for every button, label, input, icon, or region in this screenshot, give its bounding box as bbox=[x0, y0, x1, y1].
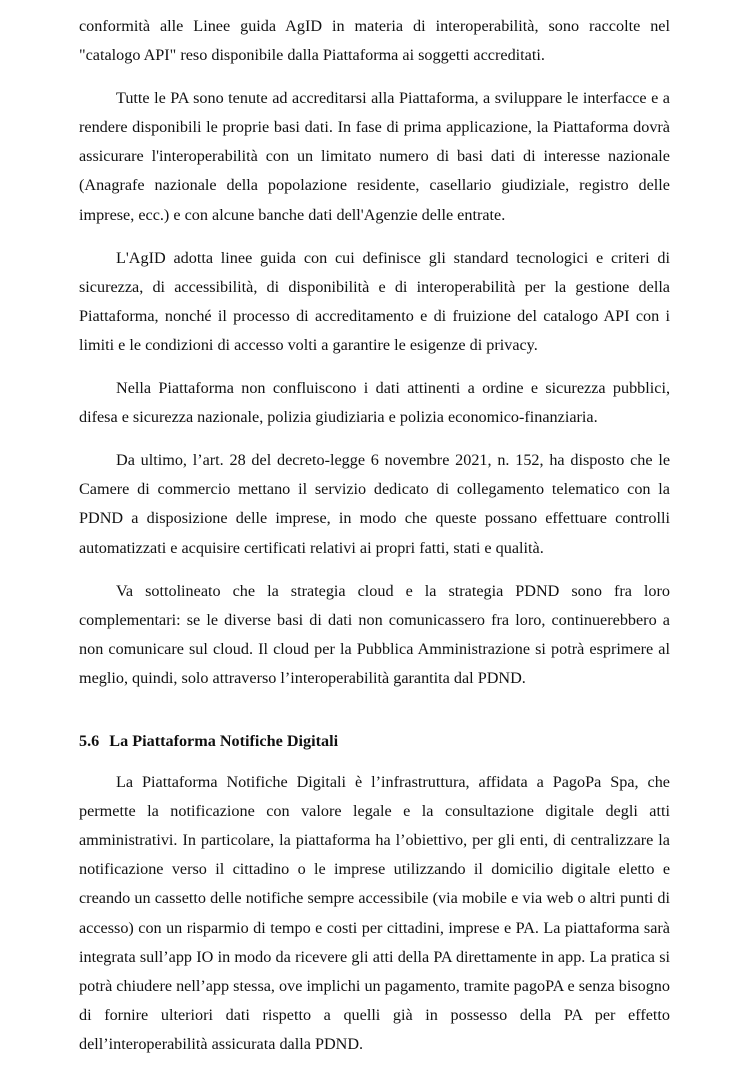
paragraph-catalogo-api: conformità alle Linee guida AgID in materia di interoperabilità, sono raccolte nel "catalogo API" reso disponibile dalla Piattaforma ai soggetti accreditati. bbox=[79, 17, 670, 65]
paragraph-piattaforma-notifiche: La Piattaforma Notifiche Digitali è l’infrastruttura, affidata a PagoPa Spa, che permette la notificazione con valore legale e la consultazione digitale degli atti amministrativi. In particolare, la piattaforma ha l’obiettivo, per gli enti, di centralizzare la notificazione verso il cittadino o le imprese utilizzando il domicilio digitale eletto e creando un cassetto delle notifiche sempre accessibile (via mobile e via web o altri punti di accesso) con un risparmio di tempo e costi per cittadini, imprese e PA. La piattaforma sarà integrata sull’app IO in modo da ricevere gli atti della PA direttamente in app. La pratica si potrà chiudere nell’app stessa, ove implichi un pagamento, tramite pagoPA e senza bisogno di fornire ulteriori dati rispetto a quelli già in possesso della PA per effetto dell’interoperabilità assicurata dalla PDND. bbox=[79, 773, 670, 1053]
paragraph-strategia-cloud: Va sottolineato che la strategia cloud e la strategia PDND sono fra loro complementari: se le diverse basi di dati non comunicassero fra loro, continuerebbero a non comunicare sul cloud. Il cloud per la Pubblica Amministrazione si potrà esprimere al meglio, quindi, solo attraverso l’interoperabilità garantita dal PDND. bbox=[79, 581, 670, 687]
paragraph-accreditamento-pa: Tutte le PA sono tenute ad accreditarsi alla Piattaforma, a sviluppare le interfacce e a rendere disponibili le proprie basi dati. In fase di prima applicazione, la Piattaforma dovrà assicurare l'interoperabilità con un limitato numero di basi dati di interesse nazionale (Anagrafe nazionale della popolazione residente, casellario giudiziale, registro delle imprese, ecc.) e con alcune banche dati dell'Agenzie delle entrate. bbox=[79, 89, 670, 224]
document-page bbox=[79, 0, 670, 1073]
paragraph-dati-esclusi: Nella Piattaforma non confluiscono i dati attinenti a ordine e sicurezza pubblici, difesa e sicurezza nazionale, polizia giudiziaria e polizia economico-finanziaria. bbox=[79, 379, 670, 427]
paragraph-decreto-legge: Da ultimo, l’art. 28 del decreto-legge 6 novembre 2021, n. 152, ha disposto che le Camere di commercio mettano il servizio dedicato di collegamento telematico con la PDND a disposizione delle imprese, in modo che queste possano effettuare controlli automatizzati e acquisire certificati relativi ai propri fatti, stati e qualità. bbox=[79, 451, 670, 557]
section-title: La Piattaforma Notifiche Digitali bbox=[109, 731, 339, 750]
section-heading bbox=[79, 727, 670, 756]
section-number: 5.6 bbox=[79, 731, 100, 750]
paragraph-agid-linee-guida: L'AgID adotta linee guida con cui definisce gli standard tecnologici e criteri di sicurezza, di accessibilità, di disponibilità e di interoperabilità per la gestione della Piattaforma, nonché il processo di accreditamento e di fruizione del catalogo API con i limiti e le condizioni di accesso volti a garantire le esigenze di privacy. bbox=[79, 248, 670, 354]
